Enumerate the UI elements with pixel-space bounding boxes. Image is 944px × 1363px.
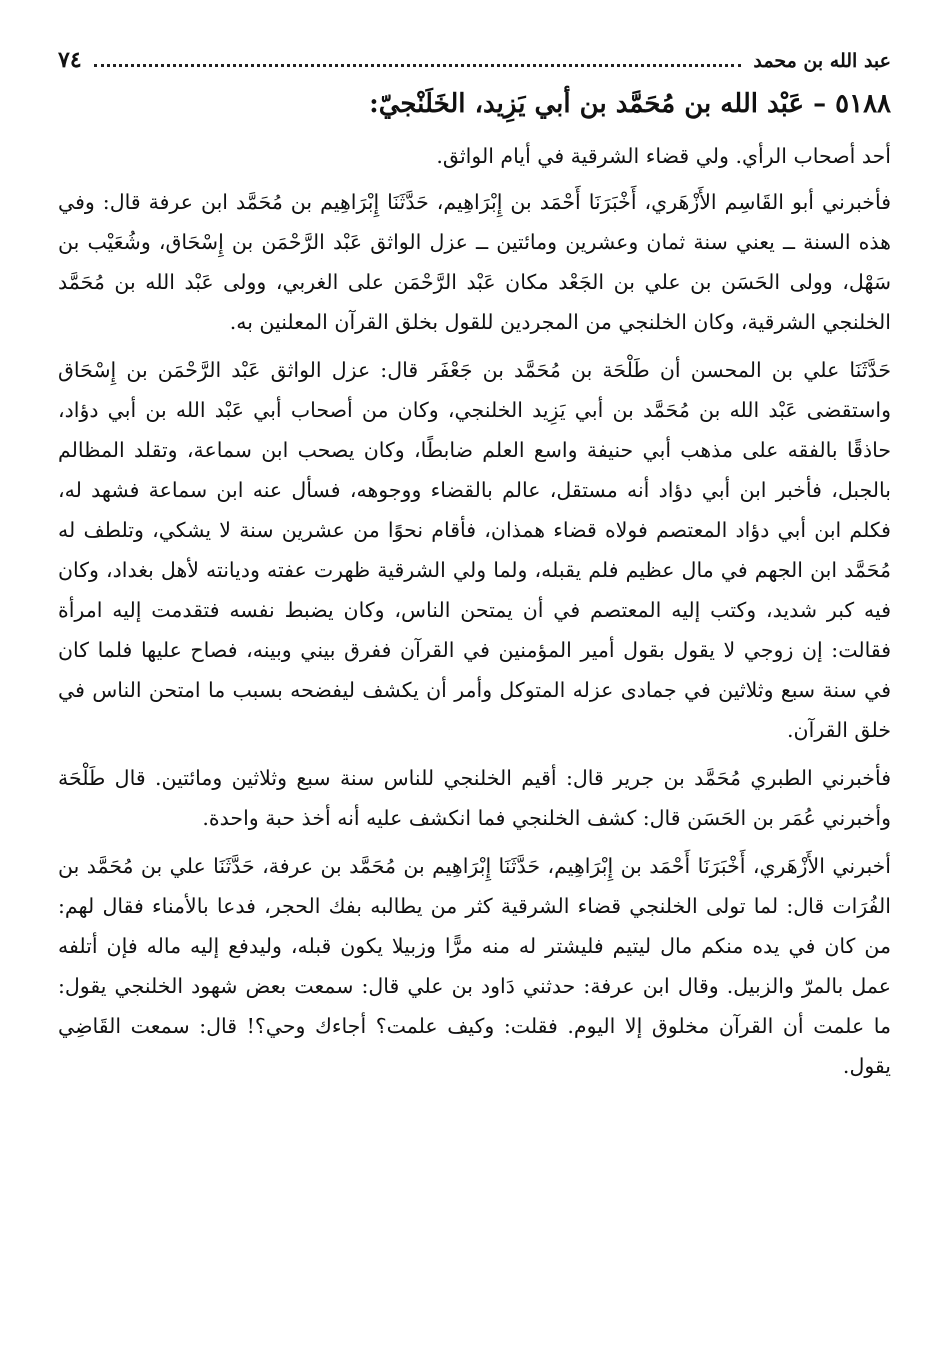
entry-heading: ٥١٨٨ – عَبْد الله بن مُحَمَّد بن أبي يَزِيد، الخَلَنْجيّ: (369, 89, 891, 119)
running-header (58, 40, 891, 80)
book-page (58, 40, 891, 1340)
running-title: عبد الله بن محمد (753, 50, 891, 72)
paragraph-azhari-report: فأخبرني أبو القَاسِم الأَزْهَري، أَخْبَرَنَا أَحْمَد بن إِبْرَاهِيم، حَدَّثَنَا إِبْرَاهِيم بن مُحَمَّد ابن عرفة قال: وفي هذه السنة ــ يعني سنة ثمان وعشرين ومائتين ــ عزل الواثق عَبْد الرَّحْمَن بن إِسْحَاق، وشُعَيْب بن سَهْل، وولى الحَسَن بن علي بن الجَعْد مكان عَبْد الرَّحْمَن على الغربي، وولى عَبْد الله بن مُحَمَّد الخلنجي الشرقية، وكان الخلنجي من المجردين للقول بخلق القرآن المعلنين به. (58, 190, 891, 334)
leader-dots (94, 42, 742, 67)
paragraph-tabari-report: فأخبرني الطبري مُحَمَّد بن جرير قال: أقيم الخلنجي للناس سنة سبع وثلاثين ومائتين. قال طَلْحَة وأخبرني عُمَر بن الحَسَن قال: كشف الخلنجي فما انكشف عليه أنه أخذ حبة واحدة. (58, 766, 891, 830)
paragraph-intro: أحد أصحاب الرأي. ولي قضاء الشرقية في أيام الواثق. (436, 144, 891, 168)
paragraph-ibn-furat-report: أخبرني الأَزْهَري، أَخْبَرَنَا أَحْمَد بن إِبْرَاهِيم، حَدَّثَنَا إِبْرَاهِيم بن مُحَمَّد بن عرفة، حَدَّثَنَا علي بن مُحَمَّد بن الفُرَات قال: لما تولى الخلنجي قضاء الشرقية كثر من يطالبه بفك الحجر، فدعا بالأمناء فقال لهم: من كان في يده منكم مال ليتيم فليشتر له منه مرًّا وزبيلا يكون قبله، وليدفع إليه ماله فإن أتلفه عمل بالمرّ والزبيل. وقال ابن عرفة: حدثني دَاود بن علي قال: سمعت بعض شهود الخلنجي يقول: ما علمت أن القرآن مخلوق إلا اليوم. فقلت: وكيف علمت؟ أجاءك وحي؟! قال: سمعت القَاضِي يقول. (58, 854, 891, 1078)
page-number: ٧٤ (58, 47, 82, 73)
paragraph-talha-report: حَدَّثَنَا علي بن المحسن أن طَلْحَة بن مُحَمَّد بن جَعْفَر قال: عزل الواثق عَبْد الرَّحْمَن بن إِسْحَاق واستقضى عَبْد الله بن مُحَمَّد بن أبي يَزِيد الخلنجي، وكان من أصحاب أبي عَبْد الله بن أبي دؤاد، حاذقًا بالفقه على مذهب أبي حنيفة واسع العلم ضابطًا، وكان يصحب ابن سماعة، وتقلد المظالم بالجبل، فأخبر ابن أبي دؤاد أنه مستقل، عالم بالقضاء ووجوهه، فسأل عنه ابن سماعة فشهد له، فكلم ابن أبي دؤاد المعتصم فولاه قضاء همذان، فأقام نحوًا من عشرين سنة لا يشكي، وتلطف له مُحَمَّد ابن الجهم في مال عظيم فلم يقبله، ولما ولي الشرقية ظهرت عفته وديانته لأهل بغداد، وكان فيه كبر شديد، وكتب إليه المعتصم في أن يمتحن الناس، وكان يضبط نفسه فتقدمت إليه امرأة فقالت: إن زوجي لا يقول بقول أمير المؤمنين في القرآن ففرق بيني وبينه، فصاح عليها فلما كان في سنة سبع وثلاثين في جمادى عزله المتوكل وأمر أن يكشف ليفضحه بسبب ما امتحن الناس في خلق القرآن. (58, 358, 891, 742)
